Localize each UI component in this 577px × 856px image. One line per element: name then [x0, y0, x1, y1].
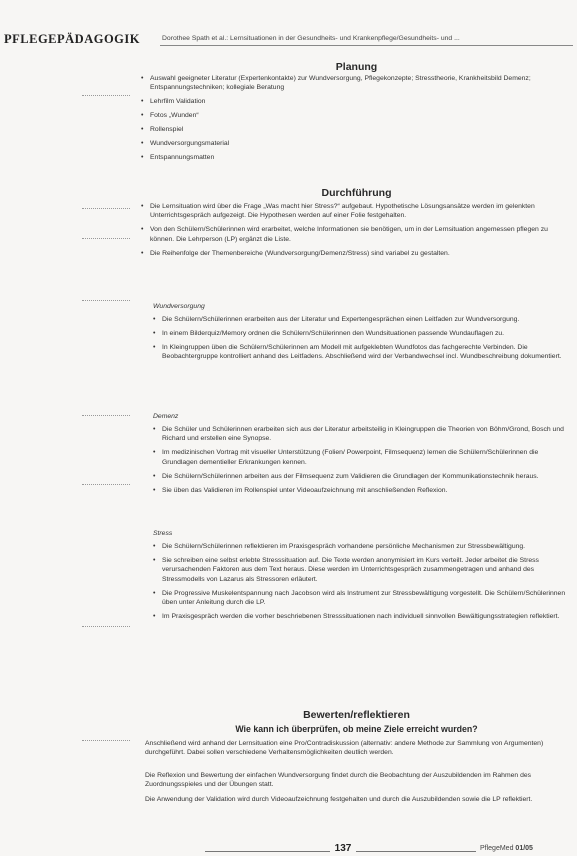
margin-mark: [82, 415, 130, 416]
list-item: • Im Praxisgespräch werden die vorher beschriebenen Stresssituationen nach individuell sinnvollen Bewältigungsstrategien reflektiert.: [162, 612, 572, 621]
list-item: • Entspannungsmatten: [150, 153, 572, 162]
section-title-planung: Planung: [335, 61, 378, 73]
list-item: • In Kleingruppen üben die Schülern/Schülerinnen am Modell mit aufgeklebten Wundfotos das fachgerechte Verbinden. Die Beobachtergruppe kontrolliert anhand des Leitfadens. Abschließend wird der Verbandwechsel incl. Wundbeschreibung dokumentiert.: [162, 343, 572, 362]
list-item: • Sie üben das Validieren im Rollenspiel unter Videoaufzeichnung mit anschließenden Reflexion.: [162, 486, 572, 495]
section-title-bewerten: Bewerten/reflektieren: [303, 709, 410, 721]
list-item: • Sie schreiben eine selbst erlebte Stresssituation auf. Die Texte werden anonymisiert im Kurs verteilt. Jeder arbeitet die Stress verursachenden Faktoren aus dem Text heraus. Diese werden im Unterrichtsgespräch zusammengetragen und anhand des Stressmodells von Lazarus als Stressoren erläutert.: [162, 556, 572, 584]
footer-rule: [205, 851, 330, 852]
header-rule: [160, 45, 573, 46]
margin-mark: [82, 626, 130, 627]
durchfuehrung-list: [150, 202, 572, 263]
journal-issue: [480, 845, 533, 852]
paragraph: Die Reflexion und Bewertung der einfachen Wundversorgung findet durch die Beobachtung der Auszubildenden im Rahmen des Zuordnungsspieles und der Übungen statt.: [145, 772, 532, 789]
list-item: • Die Schüler und Schülerinnen erarbeiten sich aus der Literatur arbeitsteilig in Kleingruppen die Theorien von Böhm/Grond, Bosch und Richard und erstellen eine Synopse.: [162, 425, 572, 444]
list-item: • Die Schülern/Schülerinnen arbeiten aus der Filmsequenz zum Validieren die Grundlagen der Kommunikationstechnik heraus.: [162, 472, 572, 481]
subsection-label-stress: Stress: [153, 530, 173, 537]
stress-list: [162, 542, 572, 626]
wundversorgung-list: [162, 315, 572, 366]
subsection-label-demenz: Demenz: [153, 413, 179, 420]
section-title-durchfuehrung: Durchführung: [321, 187, 392, 199]
list-item: • Fotos „Wunden“: [150, 111, 572, 120]
margin-mark: [82, 95, 130, 96]
bewerten-subtitle: Wie kann ich überprüfen, ob meine Ziele erreicht wurden?: [235, 724, 478, 734]
list-item: • Wundversorgungsmaterial: [150, 139, 572, 148]
subsection-label-wundversorgung: Wundversorgung: [153, 303, 205, 310]
footer-rule: [356, 851, 476, 852]
issue-number: 01/05: [515, 845, 533, 852]
list-item: • Von den Schülern/Schülerinnen wird erarbeitet, welche Informationen sie benötigen, um in der Lernsituation angemessen pflegen zu können. Die Lehrperson (LP) ergänzt die Liste.: [150, 225, 572, 244]
list-item: • In einem Bilderquiz/Memory ordnen die Schülern/Schülerinnen den Wundsituationen passende Wundauflagen zu.: [162, 329, 572, 338]
margin-mark: [82, 484, 130, 485]
list-item: • Rollenspiel: [150, 125, 572, 134]
journal-name: PflegeMed: [480, 845, 516, 852]
list-item: • Die Lernsituation wird über die Frage „Was macht hier Stress?“ aufgebaut. Hypothetische Lösungsansätze werden im gelenkten Unterrichtsgespräch aufgezeigt. Die Hypothesen werden auf einer Folie festgehalten.: [150, 202, 572, 221]
margin-mark: [82, 740, 130, 741]
margin-mark: [82, 300, 130, 301]
paragraph: Die Anwendung der Validation wird durch Videoaufzeichnung festgehalten und durch die Auszubildenden sowie die LP reflektiert.: [145, 796, 533, 803]
list-item: • Im medizinischen Vortrag mit visueller Unterstützung (Folien/ Powerpoint, Filmsequenz) lernen die Schülern/Schülerinnen die Grundlagen dementieller Erkrankungen kennen.: [162, 448, 572, 467]
list-item: • Lehrfilm Validation: [150, 97, 572, 106]
list-item: • Auswahl geeigneter Literatur (Expertenkontakte) zur Wundversorgung, Pflegekonzepte; Stresstheorie, Krankheitsbild Demenz; Entspannungstechniken; kollegiale Beratung: [150, 74, 572, 93]
running-head: Dorothee Spath et al.: Lernsituationen in der Gesundheits- und Krankenpflege/Gesundheits- und ...: [162, 35, 460, 42]
list-item: • Die Schülern/Schülerinnen erarbeiten aus der Literatur und Expertengesprächen einen Leitfaden zur Wundversorgung.: [162, 315, 572, 324]
list-item: • Die Reihenfolge der Themenbereiche (Wundversorgung/Demenz/Stress) sind variabel zu gestalten.: [150, 249, 572, 258]
list-item: • Die Progressive Muskelentspannung nach Jacobson wird als Instrument zur Stressbewältigung vorgestellt. Die Schülern/Schülerinnen üben unter Anleitung durch die LP.: [162, 589, 572, 608]
journal-brand: PFLEGEPÄDAGOGIK: [4, 32, 140, 46]
paragraph: Anschließend wird anhand der Lernsituation eine Pro/Contradiskussion (alternativ: andere Methode zur Sammlung von Argumenten) durchgeführt. Dabei sollen verschiedene Verhaltensmöglichkeiten deutlich werden.: [145, 740, 544, 757]
margin-mark: [82, 238, 130, 239]
demenz-list: [162, 425, 572, 500]
list-item: • Die Schülern/Schülerinnen reflektieren im Praxisgespräch vorhandene persönliche Mechanismen zur Stressbewältigung.: [162, 542, 572, 551]
page-number: 137: [330, 843, 356, 854]
planung-list: [150, 74, 572, 167]
margin-mark: [82, 208, 130, 209]
